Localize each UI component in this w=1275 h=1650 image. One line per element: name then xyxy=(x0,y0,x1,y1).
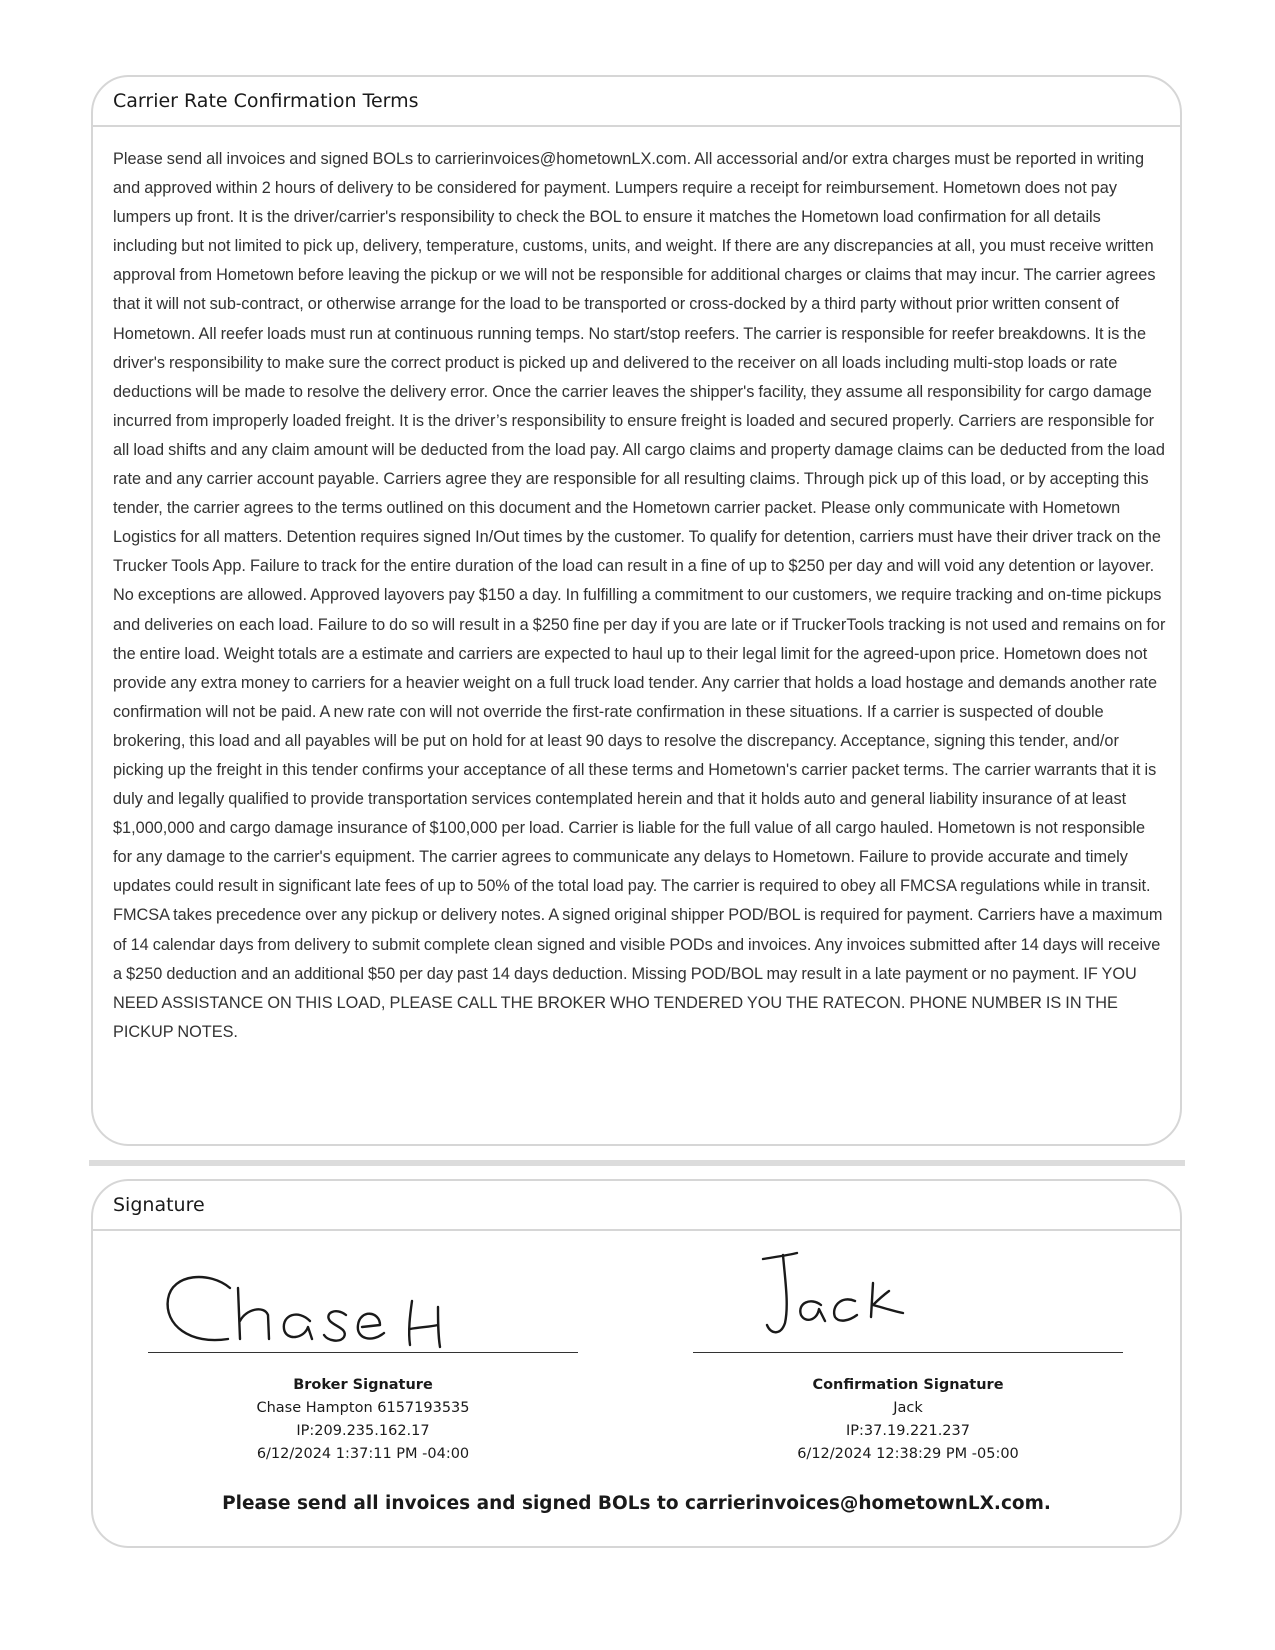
confirmation-timestamp: 6/12/2024 12:38:29 PM -05:00 xyxy=(797,1446,1019,1462)
broker-ip: IP:209.235.162.17 xyxy=(296,1423,430,1439)
broker-signature-label: Broker Signature xyxy=(293,1377,433,1393)
confirmation-signature-block xyxy=(693,1243,1123,1483)
invoice-instructions-note: Please send all invoices and signed BOLs to carrierinvoices@hometownLX.com. xyxy=(222,1493,1051,1514)
section-divider xyxy=(89,1160,1185,1166)
broker-signature-info xyxy=(148,1374,578,1466)
terms-body: Please send all invoices and signed BOLs to carrierinvoices@hometownLX.com. All accessorial and/or extra charges must be reported in writing and approved within 2 hours of delivery to be considered for payment. Lumpers require a receipt for reimbursement. Hometown does not pay lumpers up front. It is the driver/carrier's responsibility to check the BOL to ensure it matches the Hometown load confirmation for all details including but not limited to pick up, delivery, temperature, customs, units, and weight. If there are any discrepancies at all, you must receive written approval from Hometown before leaving the pickup or we will not be responsible for additional charges or claims that may incur. The carrier agrees that it will not sub-contract, or otherwise arrange for the load to be transported or cross-docked by a third party without prior written consent of Hometown. All reefer loads must run at continuous running temps. No start/stop reefers. The carrier is responsible for reefer breakdowns. It is the driver's responsibility to make sure the correct product is picked up and delivered to the receiver on all loads including multi-stop loads or rate deductions will be made to resolve the delivery error. Once the carrier leaves the shipper's facility, they assume all responsibility for cargo damage incurred from improperly loaded freight. It is the driver’s responsibility to ensure freight is loaded and secured properly. Carriers are responsible for all load shifts and any claim amount will be deducted from the load pay. All cargo claims and property damage claims can be deducted from the load rate and any carrier account payable. Carriers agree they are responsible for all resulting claims. Through pick up of this load, or by accepting this tender, the carrier agrees to the terms outlined on this document and the Hometown carrier packet. Please only communicate with Hometown Logistics for all matters. Detention requires signed In/Out times by the customer. To qualify for detention, carriers must have their driver track on the Trucker Tools App. Failure to track for the entire duration of the load can result in a fine of up to $250 per day and will void any detention or layover. No exceptions are allowed. Approved layovers pay $150 a day. In fulfilling a commitment to our customers, we require tracking and on-time pickups and deliveries on each load. Failure to do so will result in a $250 fine per day if you are late or if TruckerTools tracking is not used and remains on for the entire load. Weight totals are a estimate and carriers are expected to haul up to their legal limit for the agreed-upon price. Hometown does not provide any extra money to carriers for a heavier weight on a full truck load tender. Any carrier that holds a load hostage and demands another rate confirmation will not be paid. A new rate con will not override the first-rate confirmation in these situations. If a carrier is suspected of double brokering, this load and all payables will be put on hold for at least 90 days to resolve the discrepancy. Acceptance, signing this tender, and/or picking up the freight in this tender confirms your acceptance of all these terms and Hometown's carrier packet terms. The carrier warrants that it is duly and legally qualified to provide transportation services contemplated herein and that it holds auto and general liability insurance of at least $1,000,000 and cargo damage insurance of $100,000 per load. Carrier is liable for the full value of all cargo hauled. Hometown is not responsible for any damage to the carrier's equipment. The carrier agrees to communicate any delays to Hometown. Failure to provide accurate and timely updates could result in significant late fees of up to 50% of the total load pay. The carrier is required to obey all FMCSA regulations while in transit. FMCSA takes precedence over any pickup or delivery notes. A signed original shipper POD/BOL is required for payment. Carriers have a maximum of 14 calendar days from delivery to submit complete clean signed and visible PODs and invoices. Any invoices submitted after 14 days will receive a $250 deduction and an additional $50 per day past 14 days deduction. Missing POD/BOL may result in a late payment or no payment. IF YOU NEED ASSISTANCE ON THIS LOAD, PLEASE CALL THE BROKER WHO TENDERED YOU THE RATECON. PHONE NUMBER IS IN THE PICKUP NOTES. xyxy=(113,150,1166,1041)
signature-title: Signature xyxy=(93,1181,1180,1231)
terms-title: Carrier Rate Confirmation Terms xyxy=(93,77,1180,127)
broker-name: Chase Hampton 6157193535 xyxy=(256,1400,470,1416)
terms-card xyxy=(91,75,1182,1146)
confirmation-name: Jack xyxy=(893,1400,923,1416)
confirmation-signature-label: Confirmation Signature xyxy=(812,1377,1004,1393)
broker-handwritten-signature xyxy=(148,1243,578,1353)
broker-signature-block xyxy=(148,1243,578,1483)
confirmation-signature-info xyxy=(693,1374,1123,1466)
signature-card xyxy=(91,1179,1182,1548)
confirmation-signature-line xyxy=(693,1352,1123,1353)
broker-timestamp: 6/12/2024 1:37:11 PM -04:00 xyxy=(256,1446,470,1462)
confirmation-ip: IP:37.19.221.237 xyxy=(846,1423,970,1439)
confirmation-handwritten-signature xyxy=(693,1243,1123,1353)
broker-signature-line xyxy=(148,1352,578,1353)
